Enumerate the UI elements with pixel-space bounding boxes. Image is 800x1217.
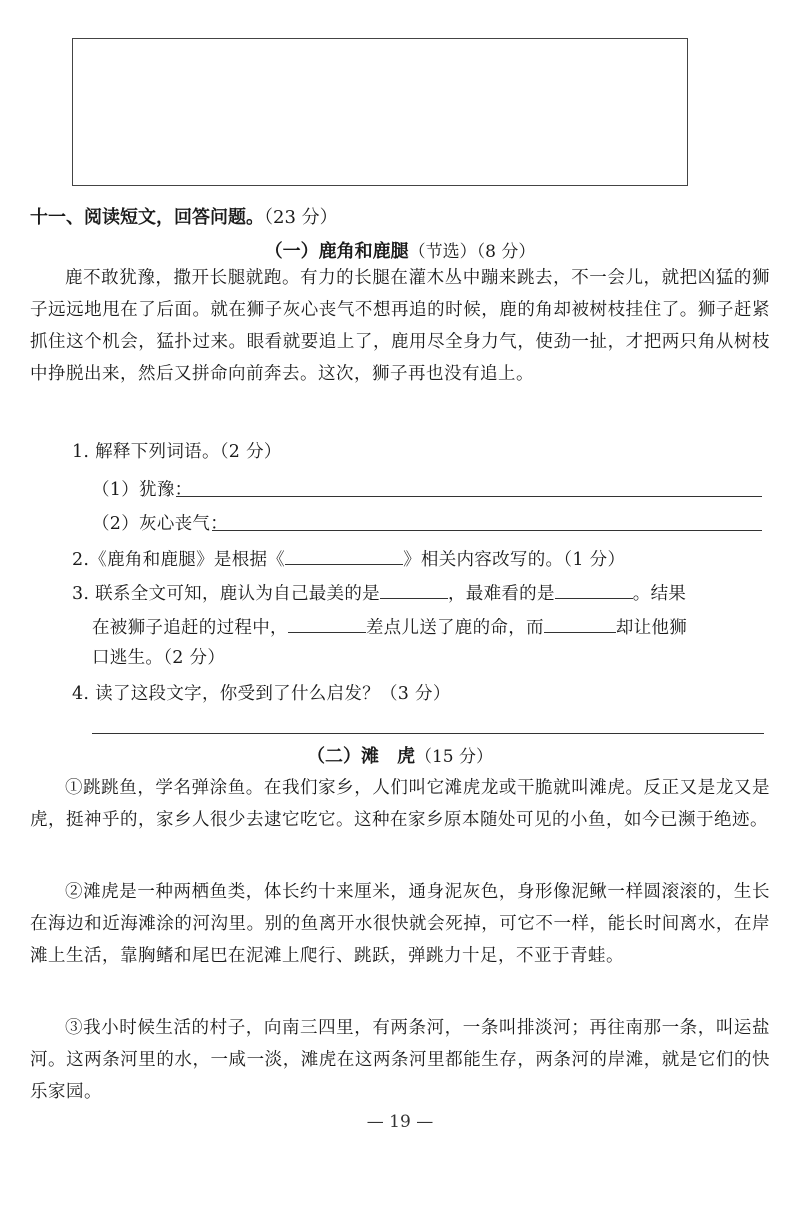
passage2-paragraph-3: ③我小时候生活的村子，向南三四里，有两条河，一条叫排淡河；再往南那一条，叫运盐河。这两条河里的水，一咸一淡，滩虎在这两条河里都能生存，两条河的岸滩，就是它们的快乐家园。 [30,1018,770,1102]
passage2-title [0,742,800,768]
section-title [30,203,338,229]
section-title-text: 十一、阅读短文，回答问题。 [30,207,264,228]
question-3-line3: 口逃生。（2 分） [92,648,226,668]
answer-blank-3a[interactable] [380,576,448,599]
passage1-note: （节选）（8 分） [408,242,536,262]
question-1: 1. 解释下列词语。（2 分） [72,442,282,462]
question-3-part-d: 在被狮子追赶的过程中， [92,618,288,638]
answer-line-1a[interactable] [176,496,762,497]
answer-blank-3c[interactable] [288,610,366,633]
question-3-line2 [92,610,687,644]
answer-blank-2[interactable] [285,542,403,565]
question-2-pre: 2.《鹿角和鹿腿》是根据《 [72,550,286,570]
passage2-paragraph-2: ②滩虎是一种两栖鱼类，体长约十来厘米，通身泥灰色，身形像泥鳅一样圆滚滚的，生长在海边和近海滩涂的河沟里。别的鱼离开水很快就会死掉，可它不一样，能长时间离水，在岸滩上生活，靠胸鳍和尾巴在泥滩上爬行、跳跃，弹跳力十足，不亚于青蛙。 [30,882,770,966]
passage1-title [0,237,800,263]
question-3-part-b: ，最难看的是 [447,584,555,604]
passage1-title-text: （一）鹿角和鹿腿 [264,241,409,262]
question-1b: （2）灰心丧气： [92,514,229,534]
passage1-text: 鹿不敢犹豫，撒开长腿就跑。有力的长腿在灌木丛中蹦来跳去，不一会儿，就把凶猛的狮子远远地甩在了后面。就在狮子灰心丧气不想再追的时候，鹿的角却被树枝挂住了。狮子赶紧抓住这个机会，猛扑过来。眼看就要追上了，鹿用尽全身力气，使劲一扯，才把两只角从树枝中挣脱出来，然后又拼命向前奔去。这次，狮子再也没有追上。 [30,268,770,384]
question-2 [72,542,625,576]
answer-line-1b[interactable] [212,530,762,531]
answer-line-4[interactable] [92,733,764,734]
answer-blank-3b[interactable] [555,576,633,599]
question-3-part-f: 却让他狮 [615,618,688,638]
question-3-part-e: 差点儿送了鹿的命，而 [365,618,544,638]
passage2-title-text: （二）滩 虎 [306,746,415,767]
passage2-paragraph-1: ①跳跳鱼，学名弹涂鱼。在我们家乡，人们叫它滩虎龙或干脆就叫滩虎。反正又是龙又是虎，挺神乎的，家乡人很少去逮它吃它。这种在家乡原本随处可见的小鱼，如今已濒于绝迹。 [30,778,770,830]
section-score: （23 分） [264,207,338,228]
question-4: 4. 读了这段文字，你受到了什么启发？（3 分） [72,684,451,704]
answer-blank-3d[interactable] [544,610,616,633]
question-3-line1 [72,576,686,610]
question-3-part-a: 3. 联系全文可知，鹿认为自己最美的是 [72,584,380,604]
question-1a: （1）犹豫： [92,480,193,500]
answer-box[interactable] [72,38,688,186]
question-3-part-c: 。结果 [632,584,687,604]
passage2-note: （15 分） [414,747,494,767]
question-2-post: 》相关内容改写的。（1 分） [403,550,626,570]
page-number: — 19 — [366,1112,434,1132]
